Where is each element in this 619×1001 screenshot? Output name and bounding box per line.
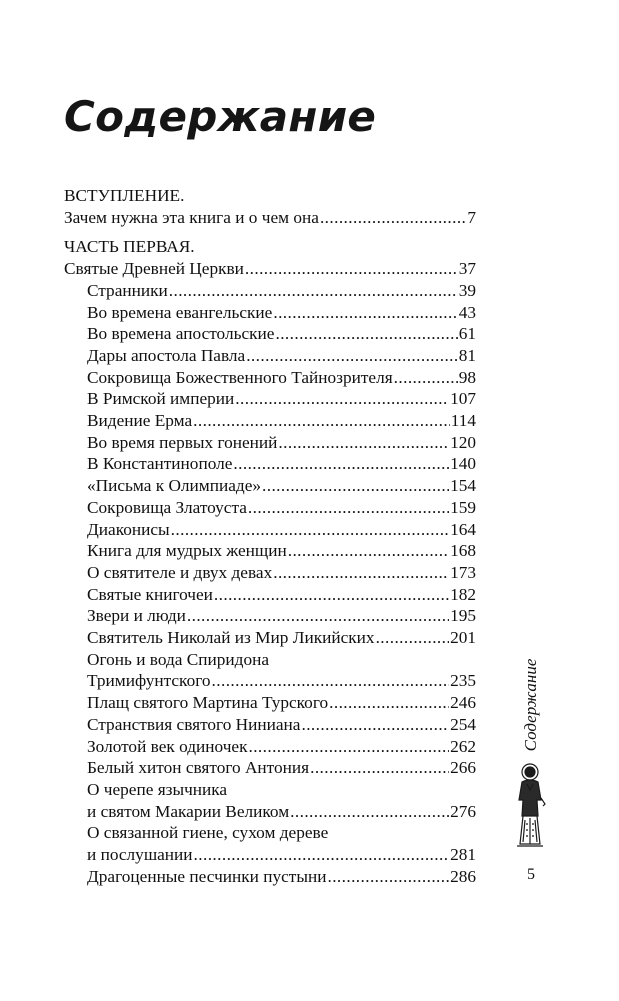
toc-entry-main	[64, 258, 476, 280]
toc-entry-page: 98	[458, 367, 476, 387]
toc-entry	[64, 367, 476, 389]
toc-entry-page: 276	[450, 801, 476, 821]
toc-entry	[64, 453, 476, 475]
toc-entry-page: 164	[450, 519, 476, 539]
toc-entry-title-line1: Огонь и вода Спиридона	[87, 649, 270, 669]
toc-entry-title: Зачем нужна эта книга и о чем она	[64, 207, 319, 227]
toc-entry-title: Диаконисы	[87, 519, 170, 539]
toc-entry-title: «Письма к Олимпиаде»	[87, 476, 262, 496]
dot-leader	[273, 562, 449, 584]
toc-entry-page: 168	[450, 541, 476, 561]
dot-leader	[262, 475, 449, 497]
toc-entry-title: Звери и люди	[87, 606, 186, 626]
page-number: 5	[527, 866, 535, 883]
toc-entry	[64, 844, 476, 866]
toc-entry-title: О святителе и двух девах	[87, 562, 273, 582]
toc-entry-title-line2: Тримифунтского	[87, 671, 211, 691]
toc-entry-page: 140	[450, 454, 476, 474]
dot-leader	[233, 453, 449, 475]
toc-entry	[64, 475, 476, 497]
toc-entry-page: 159	[450, 497, 476, 517]
dot-leader	[273, 302, 457, 324]
dot-leader	[193, 410, 450, 432]
toc-entry-page: 201	[450, 628, 476, 648]
dot-leader	[394, 367, 458, 389]
toc-entry-title: Драгоценные песчинки пустыни	[87, 866, 327, 886]
toc-entry-page: 39	[458, 280, 476, 300]
toc-entry-title: Странники	[87, 280, 168, 300]
toc-entry-multiline	[64, 649, 476, 692]
dot-leader	[248, 736, 449, 758]
toc-entry	[64, 801, 476, 823]
toc-entry	[64, 714, 476, 736]
dot-leader	[245, 258, 458, 280]
dot-leader	[320, 207, 466, 229]
toc-entry	[64, 736, 476, 758]
toc-entry	[64, 323, 476, 345]
toc-entry	[64, 605, 476, 627]
toc-entry	[64, 207, 476, 229]
section-heading-intro: ВСТУПЛЕНИЕ.	[64, 186, 185, 205]
toc-entry-title: Книга для мудрых женщин	[87, 541, 287, 561]
toc-entry-page: 173	[450, 562, 476, 582]
toc-entry-page: 81	[458, 345, 476, 365]
toc-entry-page: 43	[458, 302, 476, 322]
running-head-text: Содержание	[521, 658, 540, 752]
toc-entry	[64, 280, 476, 302]
dot-leader	[235, 388, 449, 410]
dot-leader	[248, 497, 449, 519]
dot-leader	[376, 627, 450, 649]
toc-entry-page: 114	[450, 411, 476, 431]
toc-entry-title: Святые книгочеи	[87, 584, 213, 604]
toc-entry-page: 37	[458, 259, 476, 279]
toc-entry-title-line1: О связанной гиене, сухом дереве	[87, 823, 329, 843]
dot-leader	[310, 757, 449, 779]
saint-figure-icon	[507, 760, 553, 848]
toc-entry-page: 254	[450, 714, 476, 734]
toc-entry-page: 286	[450, 866, 476, 886]
toc-entry-title: Плащ святого Мартина Турского	[87, 693, 329, 713]
table-of-contents	[64, 185, 476, 888]
toc-entry	[64, 519, 476, 541]
toc-entry-title-line2: и святом Макарии Великом	[87, 801, 290, 821]
dot-leader	[171, 519, 449, 541]
toc-entry-page: 195	[450, 606, 476, 626]
running-head	[510, 650, 552, 760]
toc-entry-title: В Римской империи	[87, 389, 235, 409]
toc-entry-title-line2: и послушании	[87, 845, 193, 865]
toc-entry	[64, 757, 476, 779]
toc-entry-page: 281	[450, 845, 476, 865]
toc-entry-multiline	[64, 822, 476, 865]
toc-entry	[64, 388, 476, 410]
toc-entry-title: Странствия святого Ниниана	[87, 714, 301, 734]
toc-entry-title: Сокровища Божественного Тайнозрителя	[87, 367, 393, 387]
toc-entry-title: Белый хитон святого Антония	[87, 758, 310, 778]
toc-entry-title-line1: О черепе язычника	[87, 779, 228, 799]
toc-entry	[64, 432, 476, 454]
toc-entry-page: 246	[450, 693, 476, 713]
toc-entry-title: В Константинополе	[87, 454, 233, 474]
toc-entry	[64, 670, 476, 692]
page-title: Содержание	[64, 92, 377, 141]
toc-entry-title: Золотой век одиночек	[87, 736, 248, 756]
toc-entry-title: Во времена евангельские	[87, 302, 273, 322]
toc-entry-title: Сокровища Златоуста	[87, 497, 247, 517]
toc-entry-page: 262	[450, 736, 476, 756]
toc-entry-title: Святитель Николай из Мир Ликийских	[87, 628, 375, 648]
toc-entry-page: 154	[450, 476, 476, 496]
toc-entry-page: 266	[450, 758, 476, 778]
section-heading-part-one: ЧАСТЬ ПЕРВАЯ.	[64, 237, 195, 257]
toc-entry	[64, 584, 476, 606]
toc-entry-title: Видение Ерма	[87, 411, 193, 431]
toc-entry	[64, 540, 476, 562]
dot-leader	[329, 692, 449, 714]
toc-entry-page: 61	[458, 324, 476, 344]
dot-leader	[301, 714, 449, 736]
toc-entry	[64, 627, 476, 649]
toc-entry-title: Святые Древней Церкви	[64, 259, 244, 279]
dot-leader	[290, 801, 449, 823]
toc-entry-page: 235	[450, 671, 476, 691]
dot-leader	[246, 345, 458, 367]
toc-entry	[64, 866, 476, 888]
toc-entry	[64, 497, 476, 519]
toc-entry-page: 7	[467, 207, 476, 227]
toc-entry-page: 182	[450, 584, 476, 604]
dot-leader	[169, 280, 458, 302]
toc-entry-title: Во времена апостольские	[87, 324, 275, 344]
toc-entry	[64, 692, 476, 714]
dot-leader	[214, 584, 449, 606]
dot-leader	[187, 605, 449, 627]
toc-entry-page: 120	[450, 432, 476, 452]
toc-entry	[64, 562, 476, 584]
toc-entry-multiline	[64, 779, 476, 822]
dot-leader	[327, 866, 449, 888]
toc-entry	[64, 345, 476, 367]
dot-leader	[278, 432, 449, 454]
toc-entry-page: 107	[450, 389, 476, 409]
toc-entry	[64, 302, 476, 324]
toc-entry	[64, 410, 476, 432]
dot-leader	[212, 670, 450, 692]
dot-leader	[275, 323, 457, 345]
dot-leader	[194, 844, 450, 866]
toc-entry-title: Дары апостола Павла	[87, 345, 246, 365]
dot-leader	[288, 540, 449, 562]
toc-entry-title: Во время первых гонений	[87, 432, 278, 452]
